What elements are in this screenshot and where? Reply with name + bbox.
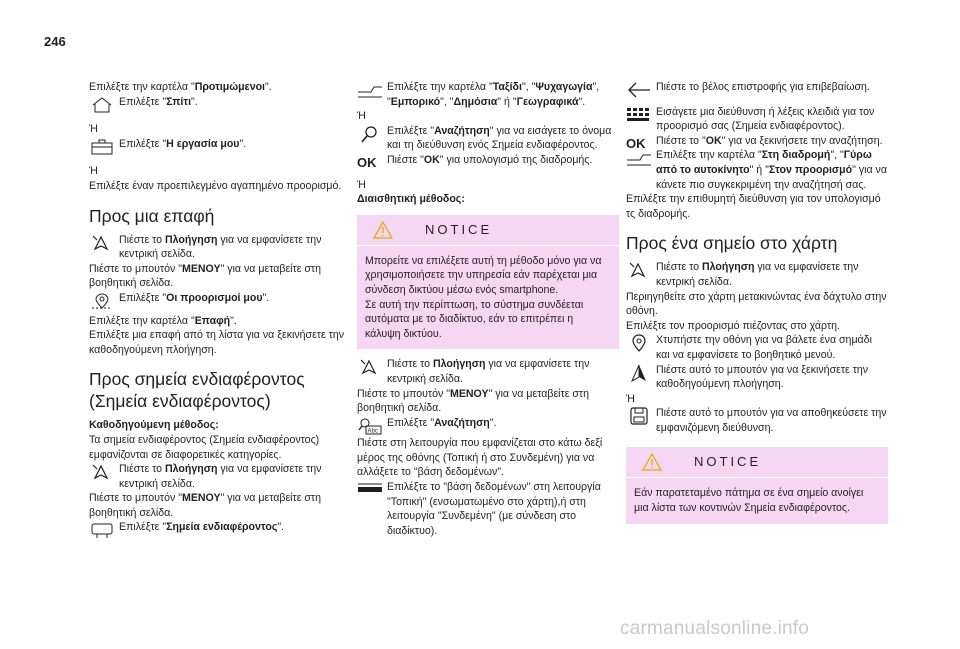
- notice-title: NOTICE: [694, 454, 762, 470]
- heading-to-map-point: Προς ένα σημείο στο χάρτη: [626, 233, 838, 254]
- warning-icon: [642, 453, 662, 471]
- browse-map-text: Περιηγηθείτε στο χάρτη μετακινώντας ένα δάχτυλο στην οθόνη.: [626, 290, 887, 318]
- save-icon: [626, 407, 652, 425]
- press-navigation: Πιέστε το Πλοήγηση για να εμφανίσετε την κεντρική σελίδα.: [357, 357, 619, 386]
- select-search: Επιλέξτε "Αναζήτηση" για να εισάγετε το όνομα και τη διεύθυνση ενός Σημεία ενδιαφέροντος.: [357, 124, 619, 153]
- press-ok: OK Πιέστε το "OK" για να ξεκινήσετε την αναζήτηση.: [626, 134, 883, 151]
- select-home-item: Επιλέξτε "Σπίτι".: [89, 95, 351, 110]
- abc-search-icon: [357, 417, 383, 435]
- navigation-icon: [626, 261, 652, 279]
- back-arrow-icon: [626, 81, 652, 99]
- navigation-icon: [357, 358, 383, 376]
- start-guidance: Πιέστε αυτό το μπουτόν για να ξεκινήσετε την καθοδηγούμενη πλοήγηση.: [626, 363, 888, 392]
- or-text: Ή: [89, 165, 98, 178]
- navigate-arrow-icon: [626, 364, 652, 382]
- notice-text: Μπορείτε να επιλέξετε αυτή τη μέθοδο μόνο για να χρησιμοποιήσετε την υπηρεσία εάν παρέχεται μια σύνδεση δικτύου μέσω ενός smartphone. Σε αυτή την περίπτωση, το σύστημα συνδέεται αυτόματα με το διαδίκτυο, εάν το επιτρέπει η κάλυψη δικτύου.: [365, 254, 602, 340]
- database-toggle-icon: [357, 481, 383, 499]
- intuitive-method-label: Διαισθητική μέθοδος:: [357, 193, 465, 206]
- keyboard-icon: [626, 106, 652, 124]
- poi-categories-text: Τα σημεία ενδιαφέροντος (Σημεία ενδιαφέροντος) εμφανίζονται σε διαφορετικές κατηγορίες.: [89, 433, 320, 461]
- navigation-icon: [89, 463, 115, 481]
- ok-button: OK: [357, 154, 377, 170]
- select-work-item: Επιλέξτε "Η εργασία μου".: [89, 137, 351, 152]
- briefcase-icon: [89, 138, 115, 156]
- select-contact-text: Επιλέξτε μια επαφή από τη λίστα για να ξεκινήσετε την καθοδηγούμενη πλοήγηση.: [89, 329, 345, 356]
- ok-button: OK: [626, 135, 646, 151]
- press-menu: Πιέστε το μπουτόν "ΜΕΝΟΥ" για να μεταβείτε στη βοηθητική σελίδα.: [357, 387, 589, 415]
- poi-icon: [89, 521, 115, 539]
- select-poi: Επιλέξτε "Σημεία ενδιαφέροντος".: [89, 520, 351, 535]
- select-address-text: Επιλέξτε την επιθυμητή διεύθυνση για τον υπολογισμό τς διαδρομής.: [626, 193, 881, 220]
- select-contact-tab: Επιλέξτε την καρτέλα "Επαφή".: [89, 314, 237, 327]
- press-menu: Πιέστε το μπουτόν "ΜΕΝΟΥ" για να μεταβείτε στη βοηθητική σελίδα.: [89, 262, 321, 290]
- home-icon: [89, 96, 115, 114]
- or-text: Ή: [626, 392, 635, 405]
- notice-box: [626, 447, 888, 523]
- or-text: Ή: [357, 110, 366, 123]
- select-my-destinations: Επιλέξτε "Οι προορισμοί μου".: [89, 291, 351, 306]
- search-icon: [357, 125, 383, 143]
- press-navigation: Πιέστε το Πλοήγηση για να εμφανίσετε την κεντρική σελίδα.: [626, 260, 888, 289]
- tab-icon: [357, 81, 383, 99]
- destination-pin-icon: [89, 292, 115, 310]
- or-text: Ή: [89, 123, 98, 136]
- notice-title: NOTICE: [425, 221, 493, 237]
- select-preset-favourite: Επιλέξτε έναν προεπιλεγμένο αγαπημένο προορισμό.: [89, 179, 342, 192]
- navigation-icon: [89, 234, 115, 252]
- notice-box: [357, 215, 619, 350]
- database-mode-text: Πιέστε στη λειτουργία που εμφανίζεται στο κάτω δεξί μέρος της οθόνης (Τοπική ή στο Συνδεμένη) για να αλλάξετε το "βάση δεδομένων".: [357, 437, 603, 479]
- map-pin-icon: [626, 334, 652, 352]
- press-navigation: Πιέστε το Πλοήγηση για να εμφανίσετε την κεντρική σελίδα.: [89, 233, 351, 262]
- tap-screen: Χτυπήστε την οθόνη για να βάλετε ένα σημάδι και να εμφανίσετε το βοηθητικό μενού.: [626, 333, 888, 362]
- guided-method-label: Καθοδηγούμενη μέθοδος:: [89, 419, 219, 432]
- notice-text: Εάν παρατεταμένο πάτημα σε ένα σημείο ανοίγει μια λίστα των κοντινών Σημεία ενδιαφέροντος.: [634, 487, 864, 515]
- save-address: Πιέστε αυτό το μπουτόν για να αποθηκεύσετε την εμφανιζόμενη διεύθυνση.: [626, 406, 888, 435]
- tab-icon: [626, 149, 652, 167]
- select-database: Επιλέξτε το "βάση δεδομένων" στη λειτουργία "Τοπική" (ενσωματωμένο στο χάρτη),ή στη λειτουργία "Συνδεμένη" (με σύνδεση στο διαδίκτυο).: [357, 480, 619, 538]
- watermark: carmanualsonline.info: [620, 618, 810, 639]
- column-3: [626, 80, 888, 532]
- press-back-arrow: Πιέστε το βέλος επιστροφής για επιβεβαίωση.: [626, 80, 888, 95]
- select-category-tab: Επιλέξτε την καρτέλα "Ταξίδι", "Ψυχαγωγία", "Εμπορικό", "Δημόσια" ή "Γεωγραφικά".: [357, 80, 619, 109]
- warning-icon: [373, 221, 393, 239]
- column-2: [357, 80, 619, 538]
- press-ok: OK Πιέστε "OK" για υπολογισμό της διαδρομής.: [357, 153, 593, 170]
- or-text: Ή: [357, 178, 366, 191]
- heading-to-contact: Προς μια επαφή: [89, 205, 215, 226]
- page-number: 246: [44, 34, 66, 49]
- heading-to-poi: Προς σημεία ενδιαφέροντος (Σημεία ενδιαφέροντος): [89, 369, 305, 412]
- enter-address: Εισάγετε μια διεύθυνση ή λέξεις κλειδιά για τον προορισμό σας (Σημεία ενδιαφέροντος).: [626, 105, 888, 134]
- select-destination-text: Επιλέξτε τον προορισμό πιέζοντας στο χάρτη.: [626, 319, 840, 332]
- select-search: Abc Επιλέξτε "Αναζήτηση".: [357, 416, 619, 431]
- press-navigation: Πιέστε το Πλοήγηση για να εμφανίσετε την κεντρική σελίδα.: [89, 462, 351, 491]
- select-favourites-tab: Επιλέξτε την καρτέλα "Προτιμώμενοι".: [89, 81, 272, 93]
- press-menu: Πιέστε το μπουτόν "ΜΕΝΟΥ" για να μεταβείτε στη βοηθητική σελίδα.: [89, 492, 321, 519]
- select-route-tab: Επιλέξτε την καρτέλα "Στη διαδρομή", "Γύρω από το αυτοκίνητο" ή "Στον προορισμό" για να κάνετε πιο συγκεκριμένη την αναζήτησή σας.: [626, 148, 888, 192]
- svg-text:Abc: Abc: [367, 428, 378, 435]
- column-1: [89, 80, 351, 535]
